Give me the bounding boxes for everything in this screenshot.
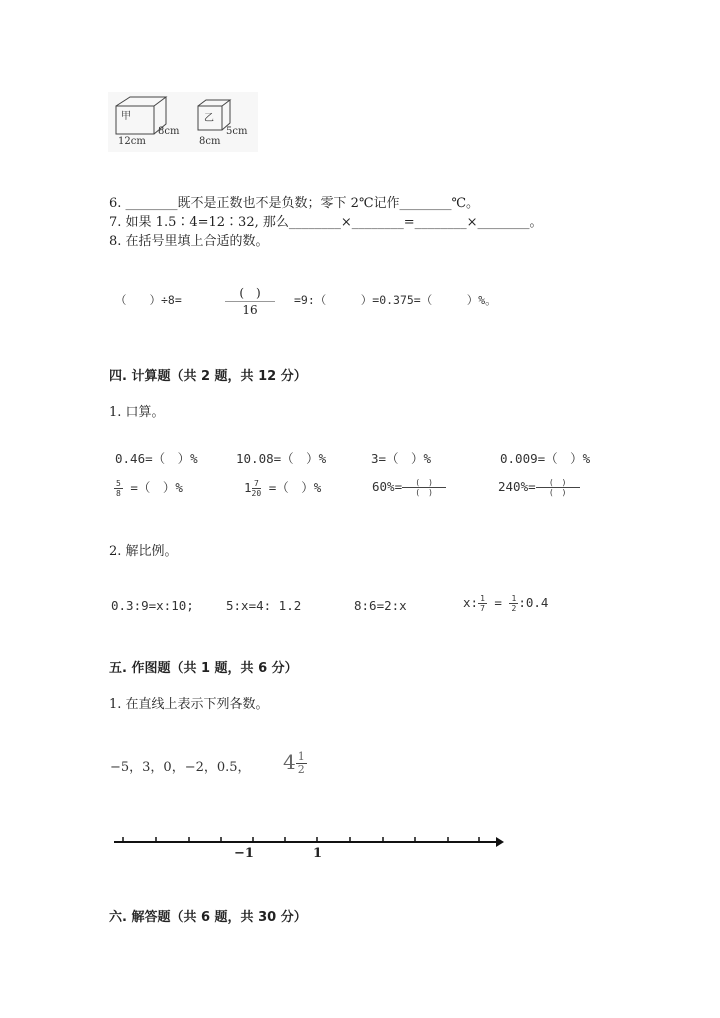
section-6-title: 六. 解答题（共 6 题，共 30 分） <box>109 910 307 925</box>
mental-calc-2: 10.08=（ ）% <box>236 451 327 466</box>
denominator-blank: ( ) <box>548 488 567 497</box>
section-4-title: 四. 计算题（共 2 题，共 12 分） <box>109 369 307 384</box>
mental-calc-1: 0.46=（ ）% <box>115 451 198 466</box>
denominator: 7 <box>480 604 485 613</box>
question-6: 6. ________既不是正数也不是负数；零下 2℃记作________℃。 <box>109 196 480 211</box>
denominator: 20 <box>251 489 262 498</box>
section-4-q1: 1. 口算。 <box>109 405 165 420</box>
proportion-4 <box>463 594 548 613</box>
mental-calc-7 <box>372 478 446 497</box>
axis-label-minus-1: −1 <box>234 846 254 861</box>
calc-lhs: 60%= <box>372 479 403 494</box>
section-5-q1: 1. 在直线上表示下列各数。 <box>109 697 269 712</box>
numerator: 1 <box>480 594 485 603</box>
box-b-width: 8cm <box>199 136 221 147</box>
proportion-3: 8:6=2:x <box>354 598 407 613</box>
prop-x: x: <box>463 595 479 610</box>
numbers-list: −5，3，0，−2，0.5， <box>110 760 251 775</box>
calc-rest: =（ ）% <box>268 480 322 495</box>
question-7: 7. 如果 1.5∶4=12∶32, 那么________×________=________×________。 <box>109 215 543 230</box>
section-4-q2: 2. 解比例。 <box>109 544 178 559</box>
box-a-height: 8cm <box>158 126 180 137</box>
box-a-label: 甲 <box>121 111 131 122</box>
numerator-blank: ( ) <box>402 478 446 488</box>
prop-rest: :0.4 <box>518 595 549 610</box>
denominator-blank: ( ) <box>415 488 433 497</box>
numerator: 7 <box>253 479 259 488</box>
arrow-icon <box>496 837 504 847</box>
whole: 4 <box>283 750 296 774</box>
numerator-blank: ( ) <box>536 478 580 488</box>
q8-fraction <box>225 285 275 318</box>
box-a-width: 12cm <box>118 136 146 147</box>
mental-calc-4: 0.009=（ ）% <box>500 451 591 466</box>
denominator: 2 <box>511 604 517 613</box>
q8-part1: （ ）÷8= <box>115 293 182 307</box>
section-5-title: 五. 作图题（共 1 题，共 6 分） <box>109 661 298 676</box>
denominator: 8 <box>116 489 121 498</box>
proportion-1: 0.3:9=x:10; <box>111 598 194 613</box>
calc-rest: =（ ）% <box>130 480 183 495</box>
question-8: 8. 在括号里填上合适的数。 <box>109 234 269 249</box>
q8-part2: =9:（ ）=0.375=（ ）%。 <box>294 293 497 307</box>
numerator: 1 <box>511 594 517 603</box>
box-b-label: 乙 <box>204 113 214 124</box>
calc-lhs: 240%= <box>498 479 536 494</box>
mixed-number <box>283 750 307 776</box>
mental-calc-6 <box>244 478 321 498</box>
axis-label-1: 1 <box>313 846 323 861</box>
denominator: 2 <box>297 763 305 776</box>
numerator: 5 <box>116 479 121 488</box>
proportion-2: 5:x=4: 1.2 <box>226 598 302 613</box>
mental-calc-5 <box>114 478 183 498</box>
number-line <box>110 830 510 850</box>
box-b-height: 5cm <box>226 126 248 137</box>
fraction-numerator: ( ) <box>225 285 275 302</box>
mental-calc-8 <box>498 478 580 497</box>
numerator: 1 <box>297 750 305 763</box>
mental-calc-3: 3=（ ）% <box>371 451 432 466</box>
equals: = <box>494 595 502 610</box>
whole: 1 <box>244 480 252 495</box>
fraction-denominator: 16 <box>242 303 258 317</box>
